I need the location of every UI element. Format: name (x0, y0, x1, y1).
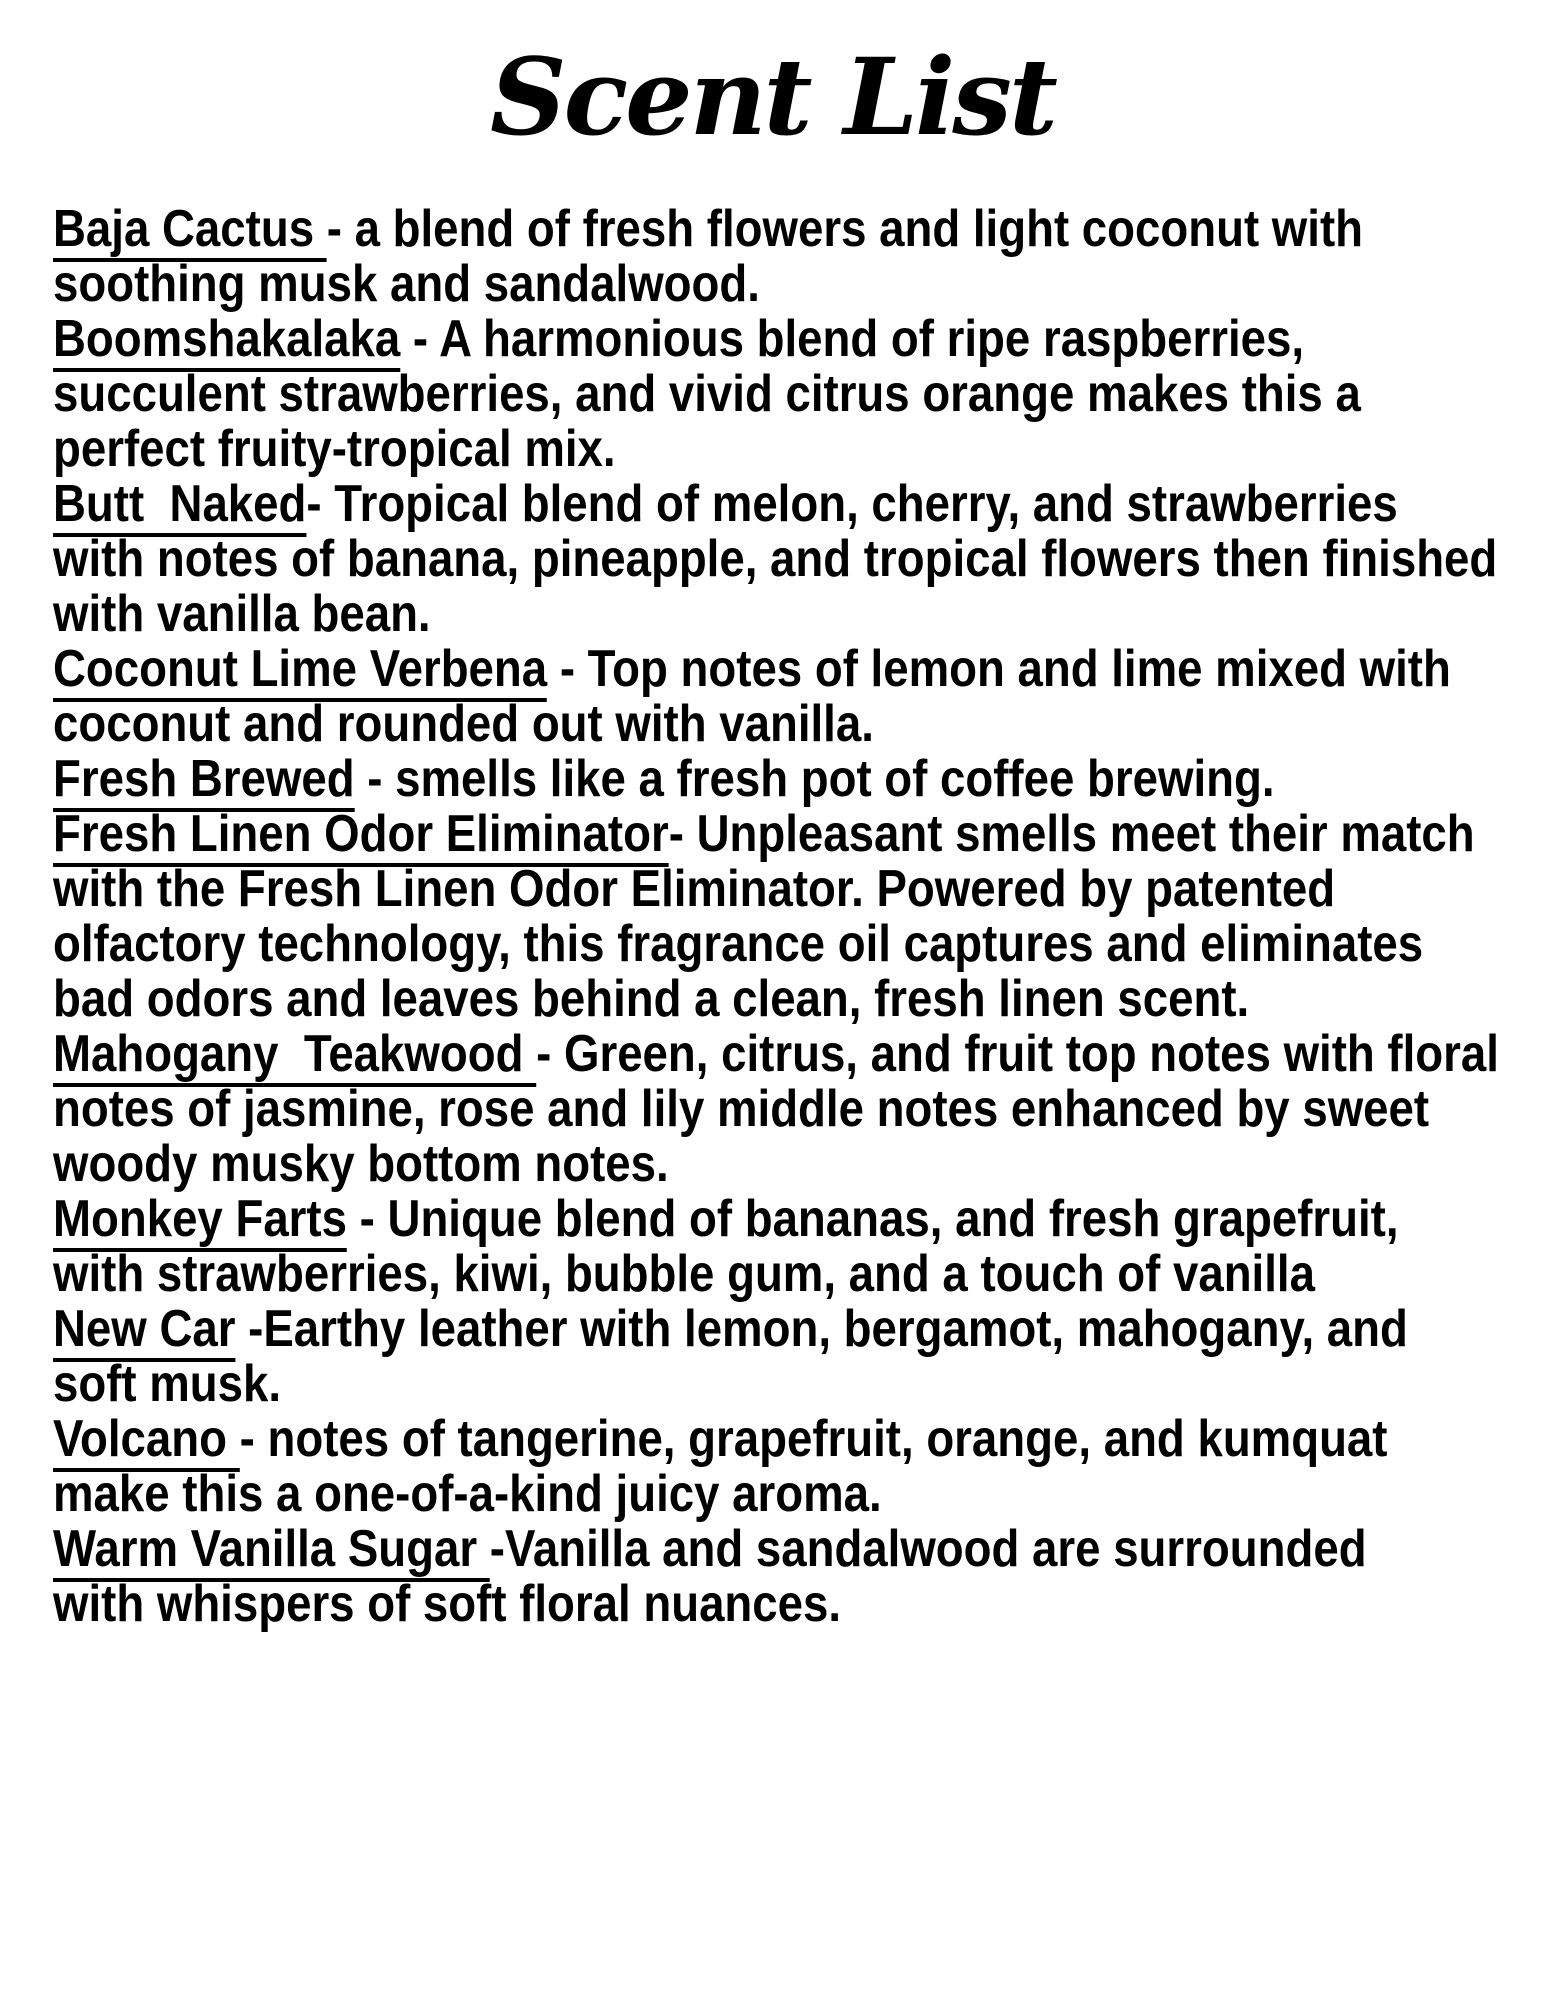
scent-separator: - (326, 200, 355, 258)
scent-entry (53, 1192, 1500, 1302)
scent-entry (53, 1522, 1421, 1632)
scent-description: a blend of fresh flowers and light coconut with soothing musk and sandalwood. (53, 200, 1376, 313)
scent-name: Mahogany Teakwood (53, 1025, 536, 1087)
scent-list (53, 200, 1512, 1633)
scent-entry (53, 1302, 1500, 1412)
scent-description: Tropical blend of melon, cherry, and strawberries with notes of banana, pineapple, and tropical flowers then finished with vanilla bean. (53, 475, 1510, 643)
scent-separator: - (400, 310, 440, 368)
scent-description: Unique blend of bananas, and fresh grapefruit, with strawberries, kiwi, bubble gum, and a touch of vanilla (53, 1190, 1412, 1303)
scent-separator: - (306, 475, 335, 533)
scent-separator: - (536, 1025, 564, 1083)
scent-entry (53, 1412, 1500, 1522)
scent-name: Coconut Lime Verbena (53, 640, 547, 702)
scent-separator: - (547, 640, 588, 698)
scent-separator: - (239, 1410, 268, 1468)
scent-entry (53, 807, 1500, 1027)
scent-name: Monkey Farts (53, 1190, 347, 1252)
scent-description: Green, citrus, and fruit top notes with floral notes of jasmine, rose and lily middle notes enhanced by sweet woody musky bottom notes. (53, 1025, 1512, 1193)
page-title: Scent List (490, 34, 1055, 159)
scent-description: Vanilla and sandalwood are surrounded with whispers of soft floral nuances. (53, 1520, 1380, 1633)
scent-description: smells like a fresh pot of coffee brewing. (395, 750, 1275, 808)
scent-description: A harmonious blend of ripe raspberries, succulent strawberries, and vivid citrus orange makes this a perfect fruity-tropical mix. (53, 310, 1374, 478)
scent-description: Unpleasant smells meet their match with the Fresh Linen Odor Eliminator. Powered by patented olfactory technology, this fragrance oil captures and eliminates bad odors and leaves behind a clean, fresh linen scent. (53, 805, 1488, 1028)
scent-separator: - (346, 1190, 388, 1248)
scent-separator: - (354, 750, 396, 808)
scent-name: Warm Vanilla Sugar (53, 1520, 490, 1582)
scent-name: Fresh Brewed (53, 750, 355, 812)
scent-name: Volcano (53, 1410, 240, 1472)
scent-entry (53, 202, 1500, 312)
scent-entry (53, 475, 1510, 643)
scent-name: Boomshakalaka (53, 310, 400, 372)
scent-entry (53, 1025, 1512, 1193)
scent-description: Top notes of lemon and lime mixed with coconut and rounded out with vanilla. (53, 640, 1464, 753)
scent-entry (53, 312, 1500, 477)
scent-separator: - (668, 805, 697, 863)
scent-entry (53, 752, 1500, 807)
scent-name: Butt Naked (53, 475, 306, 537)
scent-name: Fresh Linen Odor Eliminator (53, 805, 669, 867)
scent-description: Earthy leather with lemon, bergamot, mahogany, and soft musk. (53, 1300, 1421, 1413)
scent-name: Baja Cactus (53, 200, 327, 262)
scent-name: New Car (53, 1300, 235, 1362)
scent-entry (53, 642, 1500, 752)
scent-separator: - (489, 1520, 505, 1578)
scent-separator: - (235, 1300, 264, 1358)
scent-description: notes of tangerine, grapefruit, orange, and kumquat make this a one-of-a-kind juicy aroma. (53, 1410, 1401, 1523)
